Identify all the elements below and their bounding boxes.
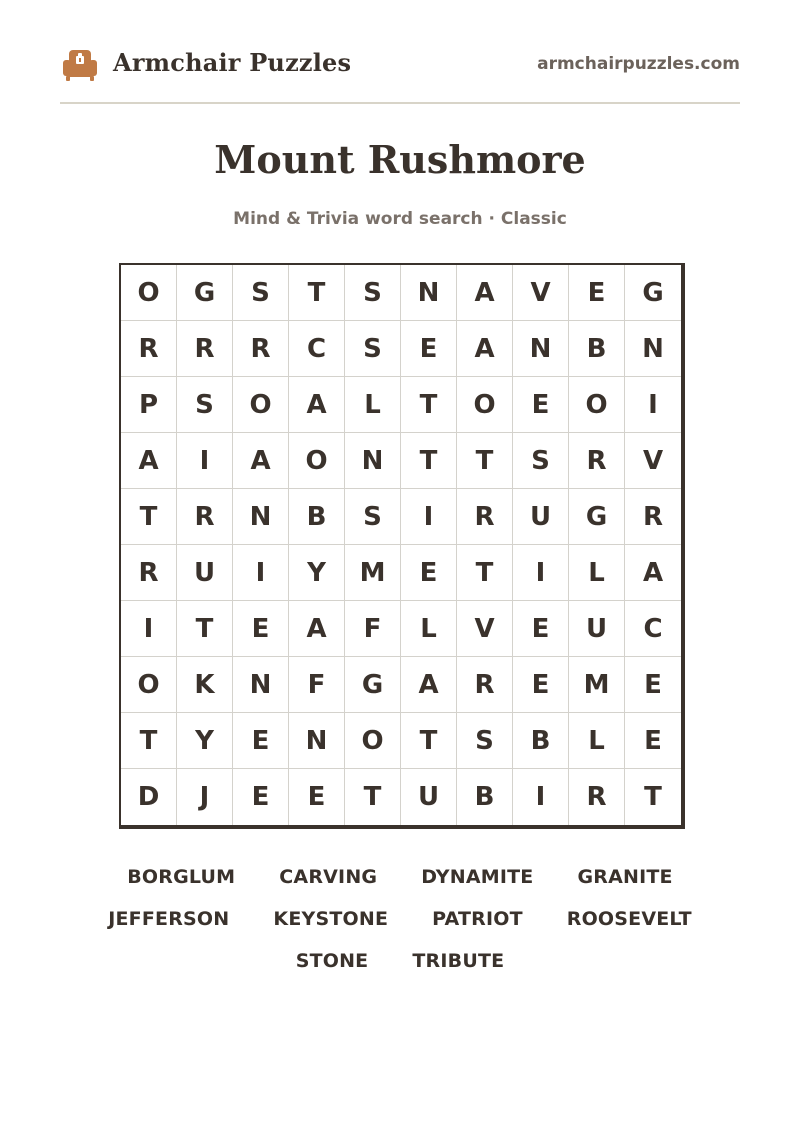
grid-cell[interactable]: A [457,265,513,321]
grid-cell[interactable]: N [625,321,681,377]
grid-cell[interactable]: N [513,321,569,377]
grid-cell[interactable]: E [401,321,457,377]
grid-cell[interactable]: T [289,265,345,321]
grid-cell[interactable]: F [289,657,345,713]
header-divider [60,102,740,104]
grid-cell[interactable]: T [644,782,662,812]
word-list-item: ROOSEVELT [566,908,692,930]
grid-cell[interactable]: U [513,489,569,545]
grid-cell[interactable]: T [177,601,233,657]
grid-cell[interactable]: B [513,713,569,769]
grid-cell[interactable]: R [177,489,233,545]
word-list-row [60,940,740,982]
grid-cell[interactable]: E [569,265,625,321]
grid-cell[interactable]: E [401,545,457,601]
grid-cell[interactable]: T [345,769,401,825]
grid-cell[interactable]: T [121,713,177,769]
grid-cell[interactable]: E [289,769,345,825]
grid-cell[interactable]: A [457,321,513,377]
grid-cell[interactable]: O [289,433,345,489]
grid-cell[interactable]: R [625,489,681,545]
word-list-item: DYNAMITE [421,866,534,888]
grid-cell[interactable]: L [569,713,625,769]
word-list-item: JEFFERSON [108,908,230,930]
puzzle-subtitle: Mind & Trivia word search · Classic [233,209,567,229]
grid-cell[interactable]: S [345,321,401,377]
grid-cell[interactable]: C [289,321,345,377]
grid-cell[interactable]: N [233,657,289,713]
grid-cell[interactable]: T [401,713,457,769]
word-list-item: CARVING [279,866,378,888]
grid-cell[interactable]: I [513,545,569,601]
grid-cell[interactable]: Y [177,713,233,769]
grid-cell[interactable]: I [401,489,457,545]
grid-cell[interactable]: F [345,601,401,657]
site-header [60,40,740,90]
grid-cell[interactable]: T [457,545,513,601]
grid-cell[interactable]: S [177,377,233,433]
grid-cell[interactable]: T [121,489,177,545]
grid-cell[interactable]: L [345,377,401,433]
grid-cell[interactable]: I [233,545,289,601]
grid-cell[interactable]: O [457,377,513,433]
word-list-item: KEYSTONE [273,908,389,930]
grid-cell[interactable]: O [569,377,625,433]
grid-cell[interactable]: U [177,545,233,601]
grid-cell[interactable]: D [121,769,177,825]
grid-cell[interactable]: V [625,433,681,489]
grid-cell[interactable]: R [457,657,513,713]
grid-cell[interactable]: T [457,433,513,489]
grid-cell[interactable]: O [121,657,177,713]
grid-cell[interactable]: R [177,321,233,377]
grid-cell[interactable]: R [121,545,177,601]
grid-cell[interactable]: S [233,265,289,321]
grid-cell[interactable]: R [121,321,177,377]
word-list-item: GRANITE [577,866,673,888]
grid-cell[interactable]: N [401,265,457,321]
grid-cell[interactable]: A [233,433,289,489]
grid-cell[interactable]: O [233,377,289,433]
word-list-row [60,856,740,898]
word-list-item: TRIBUTE [412,950,505,972]
grid-cell[interactable]: S [345,489,401,545]
grid-cell[interactable]: T [401,433,457,489]
grid-cell[interactable]: V [457,601,513,657]
site-url[interactable]: armchairpuzzles.com [537,54,740,74]
grid-cell[interactable]: I [121,601,177,657]
grid-cell[interactable]: N [345,433,401,489]
grid-cell[interactable]: U [569,601,625,657]
grid-cell[interactable]: R [233,321,289,377]
grid-cell[interactable]: G [177,265,233,321]
grid-cell[interactable]: K [177,657,233,713]
grid-cell[interactable]: Y [289,545,345,601]
grid-cell[interactable]: G [625,265,681,321]
grid-cell[interactable]: E [233,601,289,657]
grid-cell[interactable]: L [569,545,625,601]
grid-cell[interactable]: A [401,657,457,713]
grid-cell[interactable]: O [121,265,177,321]
armchair-icon [60,45,100,85]
grid-cell[interactable]: E [625,713,681,769]
grid-cell[interactable]: M [569,657,625,713]
grid-cell[interactable]: C [625,601,681,657]
letter-grid [119,263,685,829]
word-list-item: STONE [295,950,369,972]
grid-cell[interactable]: O [345,713,401,769]
grid-cell[interactable]: E [233,713,289,769]
word-list-item: BORGLUM [127,866,236,888]
grid-cell[interactable]: M [345,545,401,601]
grid-cell[interactable]: G [345,657,401,713]
grid-cell[interactable]: R [569,769,625,825]
grid-cell[interactable]: T [401,377,457,433]
brand-name: Armchair Puzzles [113,48,352,77]
grid-cell[interactable]: E [513,601,569,657]
grid-cell[interactable]: N [289,713,345,769]
grid-cell[interactable]: S [345,265,401,321]
grid-cell[interactable]: U [401,769,457,825]
word-list-row [60,898,740,940]
puzzle-title: Mount Rushmore [214,137,586,182]
grid-cell[interactable]: I [177,433,233,489]
word-list [60,856,740,982]
grid-cell[interactable]: A [625,545,681,601]
grid-cell[interactable]: E [233,769,289,825]
grid-cell[interactable]: I [625,377,681,433]
grid-cell[interactable]: S [513,433,569,489]
grid-cell[interactable]: G [569,489,625,545]
grid-cell[interactable]: J [177,769,233,825]
grid-cell[interactable]: E [513,377,569,433]
grid-cell[interactable]: E [625,657,681,713]
grid-cell[interactable]: A [289,377,345,433]
grid-cell[interactable]: V [513,265,569,321]
grid-cell[interactable]: A [121,433,177,489]
grid-cell[interactable]: R [569,433,625,489]
grid-cell[interactable]: B [569,321,625,377]
grid-cell[interactable]: R [457,489,513,545]
word-list-item: PATRIOT [432,908,523,930]
grid-cell[interactable]: S [457,713,513,769]
grid-cell[interactable]: L [401,601,457,657]
grid-cell[interactable]: I [513,769,569,825]
grid-cell[interactable]: A [289,601,345,657]
grid-cell[interactable]: E [513,657,569,713]
grid-cell[interactable]: B [457,769,513,825]
grid-cell[interactable]: P [121,377,177,433]
grid-cell[interactable]: N [233,489,289,545]
grid-cell[interactable]: B [289,489,345,545]
